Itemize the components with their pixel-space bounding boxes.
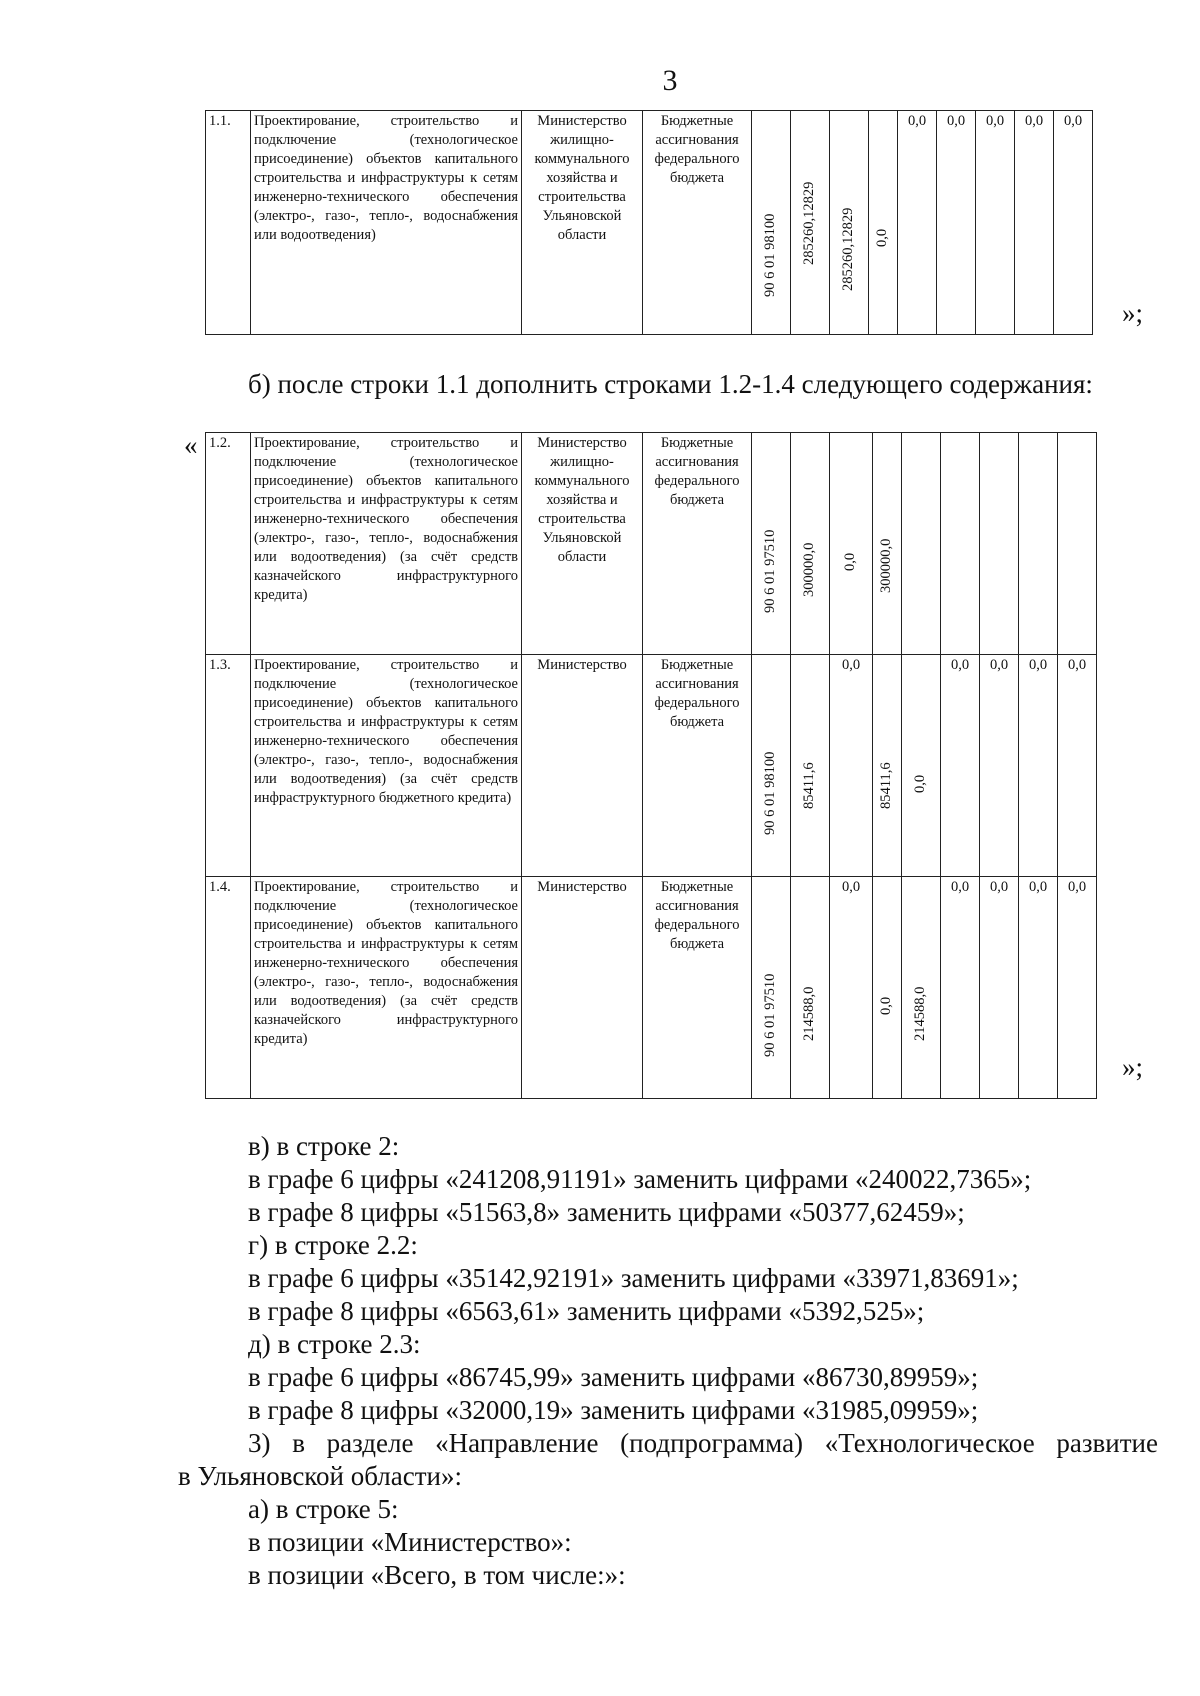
table-row bbox=[206, 655, 1097, 877]
row-number: 1.4. bbox=[206, 877, 251, 1099]
responsible-org: Министерство bbox=[522, 655, 643, 877]
section-d-item-1: в графе 6 цифры «86745,99» заменить цифрами «86730,89959»; bbox=[248, 1362, 979, 1392]
section-g-item-1: в графе 6 цифры «35142,92191» заменить цифрами «33971,83691»; bbox=[248, 1263, 1019, 1293]
year-7-value: 0,0 bbox=[1058, 877, 1097, 1099]
funding-source: Бюджетные ассигнования федерального бюджета bbox=[643, 433, 752, 655]
year-4-value: 0,0 bbox=[941, 655, 980, 877]
year-1-value: 0,0 bbox=[842, 552, 858, 571]
page-number: 3 bbox=[662, 64, 678, 97]
year-3-value: 0,0 bbox=[912, 774, 928, 793]
year-1-value: 285260,12829 bbox=[840, 207, 856, 291]
section-a-item-1: в позиции «Министерство»: bbox=[248, 1527, 572, 1557]
section-a-heading: а) в строке 5: bbox=[248, 1494, 399, 1524]
kbk-code: 90 6 01 98100 bbox=[762, 213, 778, 297]
section-a-item-2: в позиции «Всего, в том числе:»: bbox=[248, 1560, 626, 1590]
responsible-org: Министерство жилищно-коммунального хозяйства и строительства Ульяновской области bbox=[522, 111, 643, 335]
year-7-value: 0,0 bbox=[1054, 111, 1093, 335]
section-v-item-2: в графе 8 цифры «51563,8» заменить цифрами «50377,62459»; bbox=[248, 1197, 965, 1227]
year-2-value: 0,0 bbox=[874, 228, 890, 247]
section-v-heading: в) в строке 2: bbox=[248, 1131, 400, 1161]
measure-name: Проектирование, строительство и подключение (технологическое присоединение) объектов капитального строительства и инфраструктуры к сетям инженерно-технического обеспечения (электро-, газо-, тепло-, водоснабжения или водоотведения) (за счёт средств инфраструктурного бюджетного кредита) bbox=[251, 655, 522, 877]
funding-source: Бюджетные ассигнования федерального бюджета bbox=[643, 655, 752, 877]
year-2-value: 300000,0 bbox=[878, 538, 894, 593]
year-4-value: 0,0 bbox=[937, 111, 976, 335]
funding-source: Бюджетные ассигнования федерального бюджета bbox=[643, 877, 752, 1099]
section-g-heading: г) в строке 2.2: bbox=[248, 1230, 418, 1260]
row-number: 1.1. bbox=[206, 111, 251, 335]
opening-quote: « bbox=[184, 430, 198, 460]
year-5-value: 0,0 bbox=[976, 111, 1015, 335]
year-2-value: 85411,6 bbox=[878, 762, 894, 809]
kbk-code: 90 6 01 97510 bbox=[762, 529, 778, 613]
section-3-line-1: 3) в разделе «Направление (подпрограмма) «Технологическое развитие bbox=[248, 1428, 1158, 1458]
empty-cell bbox=[941, 433, 980, 655]
empty-cell bbox=[1019, 433, 1058, 655]
year-5-value: 0,0 bbox=[980, 877, 1019, 1099]
closing-quote: »; bbox=[1122, 1052, 1144, 1082]
year-7-value: 0,0 bbox=[1058, 655, 1097, 877]
total-value: 300000,0 bbox=[801, 542, 817, 597]
section-3-line-2: в Ульяновской области»: bbox=[178, 1461, 463, 1491]
section-d-item-2: в графе 8 цифры «32000,19» заменить цифрами «31985,09959»; bbox=[248, 1395, 979, 1425]
responsible-org: Министерство bbox=[522, 877, 643, 1099]
year-4-value: 0,0 bbox=[941, 877, 980, 1099]
kbk-code: 90 6 01 97510 bbox=[762, 973, 778, 1057]
funding-source: Бюджетные ассигнования федерального бюджета bbox=[643, 111, 752, 335]
closing-quote: »; bbox=[1122, 298, 1144, 328]
year-6-value: 0,0 bbox=[1015, 111, 1054, 335]
measure-name: Проектирование, строительство и подключение (технологическое присоединение) объектов капитального строительства и инфраструктуры к сетям инженерно-технического обеспечения (электро-, газо-, тепло-, водоснабжения или водоотведения) (за счёт средств казначейского инфраструктурного кредита) bbox=[251, 877, 522, 1099]
year-5-value: 0,0 bbox=[980, 655, 1019, 877]
kbk-code: 90 6 01 98100 bbox=[762, 751, 778, 835]
section-v-item-1: в графе 6 цифры «241208,91191» заменить цифрами «240022,7365»; bbox=[248, 1164, 1032, 1194]
row-number: 1.3. bbox=[206, 655, 251, 877]
row-number: 1.2. bbox=[206, 433, 251, 655]
total-value: 85411,6 bbox=[801, 762, 817, 809]
table-row bbox=[206, 877, 1097, 1099]
table-row-1-1 bbox=[205, 110, 1093, 335]
empty-cell bbox=[902, 433, 941, 655]
section-g-item-2: в графе 8 цифры «6563,61» заменить цифрами «5392,525»; bbox=[248, 1296, 925, 1326]
intro-paragraph: б) после строки 1.1 дополнить строками 1.2-1.4 следующего содержания: bbox=[248, 369, 1093, 399]
table-row bbox=[206, 433, 1097, 655]
total-value: 285260,12829 bbox=[801, 181, 817, 265]
section-d-heading: д) в строке 2.3: bbox=[248, 1329, 421, 1359]
table-rows-1-2-1-4 bbox=[205, 432, 1097, 1099]
year-2-value: 0,0 bbox=[878, 996, 894, 1015]
year-1-value: 0,0 bbox=[830, 877, 873, 1099]
year-3-value: 0,0 bbox=[898, 111, 937, 335]
responsible-org: Министерство жилищно-коммунального хозяйства и строительства Ульяновской области bbox=[522, 433, 643, 655]
year-1-value: 0,0 bbox=[830, 655, 873, 877]
year-6-value: 0,0 bbox=[1019, 877, 1058, 1099]
empty-cell bbox=[1058, 433, 1097, 655]
table-row bbox=[206, 111, 1093, 335]
year-6-value: 0,0 bbox=[1019, 655, 1058, 877]
total-value: 214588,0 bbox=[801, 986, 817, 1041]
empty-cell bbox=[980, 433, 1019, 655]
measure-name: Проектирование, строительство и подключение (технологическое присоединение) объектов капитального строительства и инфраструктуры к сетям инженерно-технического обеспечения (электро-, газо-, тепло-, водоснабжения или водоотведения) bbox=[251, 111, 522, 335]
year-3-value: 214588,0 bbox=[912, 986, 928, 1041]
measure-name: Проектирование, строительство и подключение (технологическое присоединение) объектов капитального строительства и инфраструктуры к сетям инженерно-технического обеспечения (электро-, газо-, тепло-, водоснабжения или водоотведения) (за счёт средств казначейского инфраструктурного кредита) bbox=[251, 433, 522, 655]
